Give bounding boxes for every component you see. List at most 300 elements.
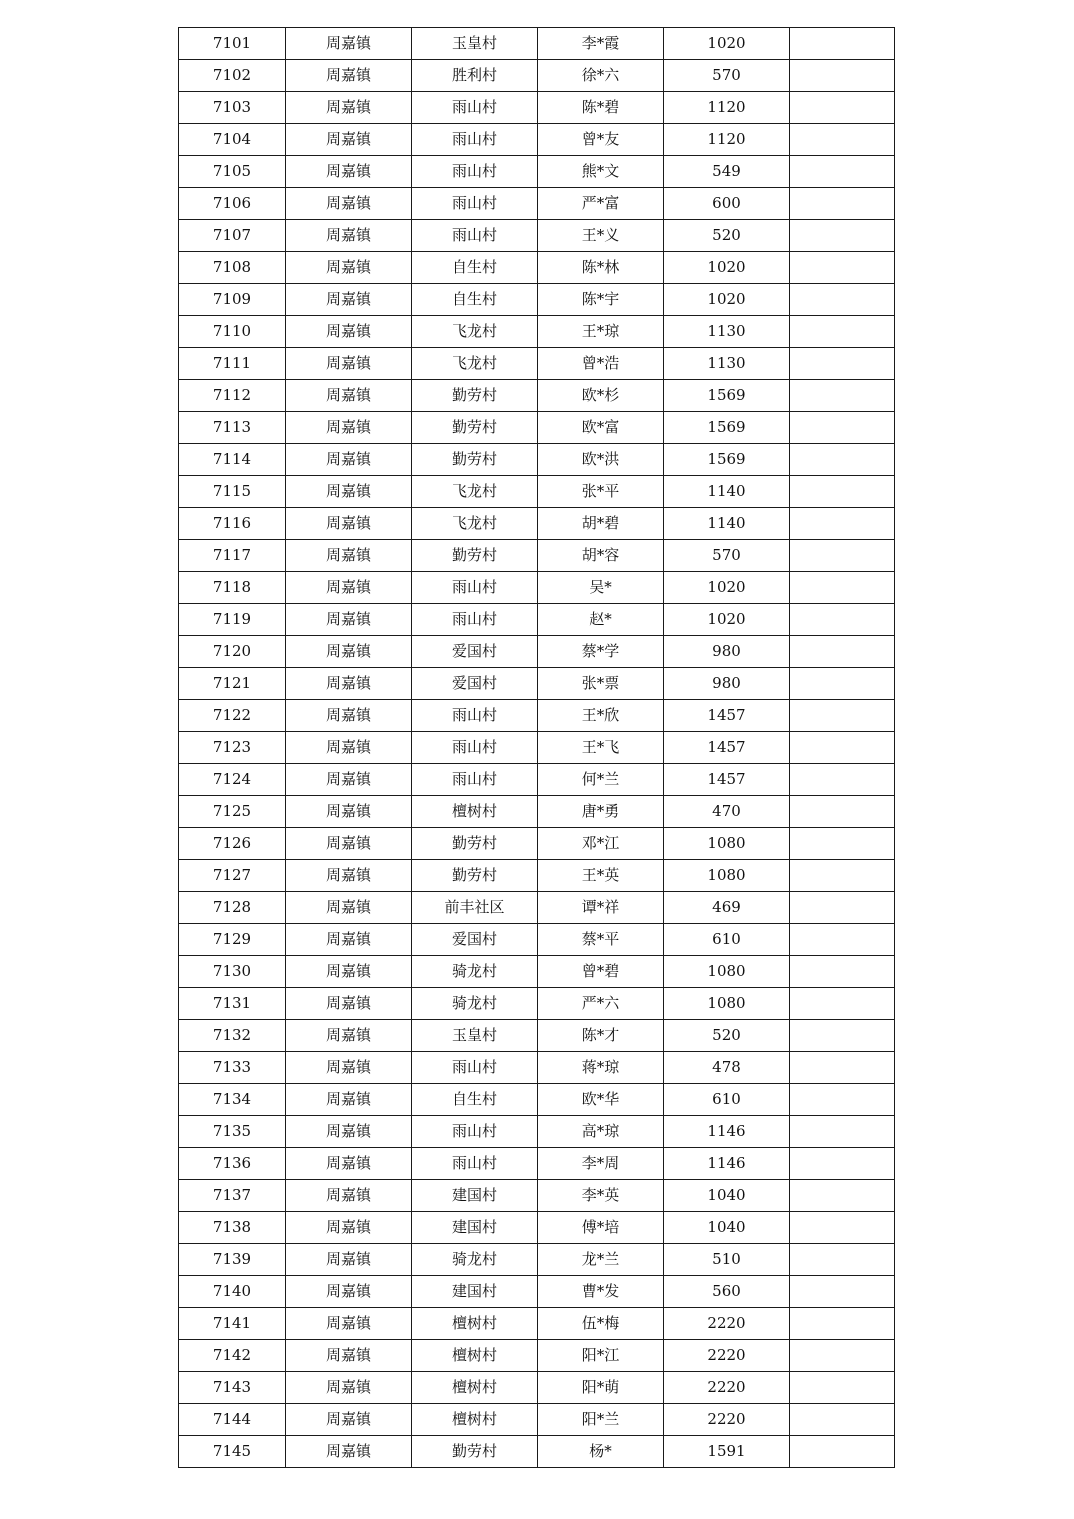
table-row — [179, 92, 895, 124]
name-cell: 蔡*学 — [538, 636, 664, 668]
table-row — [179, 124, 895, 156]
note-cell — [790, 1212, 895, 1244]
row-number-cell: 7112 — [179, 380, 286, 412]
village-cell: 檀树村 — [412, 796, 538, 828]
note-cell — [790, 60, 895, 92]
note-cell — [790, 348, 895, 380]
town-cell: 周嘉镇 — [286, 1148, 412, 1180]
table-row — [179, 828, 895, 860]
row-number-cell: 7103 — [179, 92, 286, 124]
town-cell: 周嘉镇 — [286, 700, 412, 732]
row-number-cell: 7111 — [179, 348, 286, 380]
note-cell — [790, 412, 895, 444]
village-cell: 骑龙村 — [412, 988, 538, 1020]
village-cell: 雨山村 — [412, 188, 538, 220]
town-cell: 周嘉镇 — [286, 668, 412, 700]
table-row — [179, 1212, 895, 1244]
village-cell: 雨山村 — [412, 1148, 538, 1180]
roster-table — [178, 27, 895, 1468]
note-cell — [790, 252, 895, 284]
amount-cell: 520 — [664, 1020, 790, 1052]
town-cell: 周嘉镇 — [286, 188, 412, 220]
name-cell: 曾*碧 — [538, 956, 664, 988]
town-cell: 周嘉镇 — [286, 636, 412, 668]
name-cell: 陈*才 — [538, 1020, 664, 1052]
village-cell: 玉皇村 — [412, 1020, 538, 1052]
table-row — [179, 796, 895, 828]
row-number-cell: 7127 — [179, 860, 286, 892]
amount-cell: 610 — [664, 1084, 790, 1116]
note-cell — [790, 764, 895, 796]
table-row — [179, 924, 895, 956]
name-cell: 王*欣 — [538, 700, 664, 732]
town-cell: 周嘉镇 — [286, 988, 412, 1020]
town-cell: 周嘉镇 — [286, 284, 412, 316]
row-number-cell: 7130 — [179, 956, 286, 988]
note-cell — [790, 284, 895, 316]
amount-cell: 1120 — [664, 92, 790, 124]
town-cell: 周嘉镇 — [286, 1212, 412, 1244]
row-number-cell: 7144 — [179, 1404, 286, 1436]
village-cell: 勤劳村 — [412, 828, 538, 860]
village-cell: 雨山村 — [412, 92, 538, 124]
row-number-cell: 7141 — [179, 1308, 286, 1340]
row-number-cell: 7107 — [179, 220, 286, 252]
table-row — [179, 668, 895, 700]
note-cell — [790, 700, 895, 732]
village-cell: 雨山村 — [412, 700, 538, 732]
village-cell: 檀树村 — [412, 1404, 538, 1436]
row-number-cell: 7121 — [179, 668, 286, 700]
town-cell: 周嘉镇 — [286, 540, 412, 572]
name-cell: 王*飞 — [538, 732, 664, 764]
town-cell: 周嘉镇 — [286, 60, 412, 92]
table-row — [179, 1340, 895, 1372]
name-cell: 胡*容 — [538, 540, 664, 572]
table-row — [179, 156, 895, 188]
village-cell: 爱国村 — [412, 668, 538, 700]
name-cell: 邓*江 — [538, 828, 664, 860]
amount-cell: 1140 — [664, 476, 790, 508]
table-row — [179, 1052, 895, 1084]
amount-cell: 1020 — [664, 604, 790, 636]
note-cell — [790, 156, 895, 188]
table-row — [179, 220, 895, 252]
note-cell — [790, 476, 895, 508]
town-cell: 周嘉镇 — [286, 956, 412, 988]
note-cell — [790, 380, 895, 412]
amount-cell: 600 — [664, 188, 790, 220]
name-cell: 曾*浩 — [538, 348, 664, 380]
table-row — [179, 988, 895, 1020]
village-cell: 雨山村 — [412, 732, 538, 764]
row-number-cell: 7101 — [179, 28, 286, 60]
town-cell: 周嘉镇 — [286, 156, 412, 188]
amount-cell: 1020 — [664, 252, 790, 284]
table-row — [179, 252, 895, 284]
note-cell — [790, 1436, 895, 1468]
row-number-cell: 7120 — [179, 636, 286, 668]
note-cell — [790, 668, 895, 700]
row-number-cell: 7104 — [179, 124, 286, 156]
amount-cell: 560 — [664, 1276, 790, 1308]
name-cell: 阳*萌 — [538, 1372, 664, 1404]
table-row — [179, 1084, 895, 1116]
amount-cell: 520 — [664, 220, 790, 252]
name-cell: 赵* — [538, 604, 664, 636]
town-cell: 周嘉镇 — [286, 252, 412, 284]
table-row — [179, 1116, 895, 1148]
row-number-cell: 7118 — [179, 572, 286, 604]
village-cell: 玉皇村 — [412, 28, 538, 60]
note-cell — [790, 1052, 895, 1084]
town-cell: 周嘉镇 — [286, 412, 412, 444]
village-cell: 勤劳村 — [412, 540, 538, 572]
town-cell: 周嘉镇 — [286, 380, 412, 412]
amount-cell: 1120 — [664, 124, 790, 156]
village-cell: 勤劳村 — [412, 860, 538, 892]
village-cell: 雨山村 — [412, 604, 538, 636]
village-cell: 雨山村 — [412, 1116, 538, 1148]
table-row — [179, 284, 895, 316]
name-cell: 蔡*平 — [538, 924, 664, 956]
name-cell: 欧*华 — [538, 1084, 664, 1116]
name-cell: 李*霞 — [538, 28, 664, 60]
table-row — [179, 380, 895, 412]
row-number-cell: 7140 — [179, 1276, 286, 1308]
note-cell — [790, 1084, 895, 1116]
amount-cell: 1130 — [664, 316, 790, 348]
town-cell: 周嘉镇 — [286, 1404, 412, 1436]
note-cell — [790, 1372, 895, 1404]
amount-cell: 1040 — [664, 1212, 790, 1244]
table-row — [179, 1148, 895, 1180]
village-cell: 骑龙村 — [412, 1244, 538, 1276]
note-cell — [790, 316, 895, 348]
table-row — [179, 604, 895, 636]
table-row — [179, 1372, 895, 1404]
name-cell: 阳*兰 — [538, 1404, 664, 1436]
amount-cell: 1569 — [664, 412, 790, 444]
village-cell: 飞龙村 — [412, 316, 538, 348]
table-row — [179, 1180, 895, 1212]
name-cell: 吴* — [538, 572, 664, 604]
name-cell: 高*琼 — [538, 1116, 664, 1148]
village-cell: 檀树村 — [412, 1372, 538, 1404]
amount-cell: 1080 — [664, 860, 790, 892]
village-cell: 勤劳村 — [412, 412, 538, 444]
name-cell: 曹*发 — [538, 1276, 664, 1308]
row-number-cell: 7119 — [179, 604, 286, 636]
row-number-cell: 7128 — [179, 892, 286, 924]
village-cell: 雨山村 — [412, 1052, 538, 1084]
town-cell: 周嘉镇 — [286, 1436, 412, 1468]
amount-cell: 1457 — [664, 732, 790, 764]
note-cell — [790, 988, 895, 1020]
note-cell — [790, 28, 895, 60]
table-row — [179, 508, 895, 540]
note-cell — [790, 892, 895, 924]
name-cell: 胡*碧 — [538, 508, 664, 540]
name-cell: 熊*文 — [538, 156, 664, 188]
table-row — [179, 1244, 895, 1276]
village-cell: 檀树村 — [412, 1308, 538, 1340]
amount-cell: 1080 — [664, 956, 790, 988]
row-number-cell: 7126 — [179, 828, 286, 860]
amount-cell: 1146 — [664, 1116, 790, 1148]
row-number-cell: 7129 — [179, 924, 286, 956]
row-number-cell: 7114 — [179, 444, 286, 476]
amount-cell: 570 — [664, 60, 790, 92]
row-number-cell: 7102 — [179, 60, 286, 92]
name-cell: 欧*富 — [538, 412, 664, 444]
amount-cell: 1130 — [664, 348, 790, 380]
amount-cell: 2220 — [664, 1372, 790, 1404]
note-cell — [790, 1148, 895, 1180]
row-number-cell: 7122 — [179, 700, 286, 732]
village-cell: 建国村 — [412, 1276, 538, 1308]
note-cell — [790, 924, 895, 956]
note-cell — [790, 1340, 895, 1372]
amount-cell: 1020 — [664, 572, 790, 604]
village-cell: 飞龙村 — [412, 508, 538, 540]
name-cell: 龙*兰 — [538, 1244, 664, 1276]
name-cell: 王*英 — [538, 860, 664, 892]
name-cell: 陈*林 — [538, 252, 664, 284]
town-cell: 周嘉镇 — [286, 860, 412, 892]
table-row — [179, 28, 895, 60]
name-cell: 徐*六 — [538, 60, 664, 92]
table-row — [179, 1436, 895, 1468]
town-cell: 周嘉镇 — [286, 828, 412, 860]
amount-cell: 1569 — [664, 380, 790, 412]
name-cell: 何*兰 — [538, 764, 664, 796]
village-cell: 雨山村 — [412, 124, 538, 156]
name-cell: 欧*洪 — [538, 444, 664, 476]
village-cell: 勤劳村 — [412, 1436, 538, 1468]
row-number-cell: 7125 — [179, 796, 286, 828]
note-cell — [790, 1276, 895, 1308]
village-cell: 勤劳村 — [412, 444, 538, 476]
town-cell: 周嘉镇 — [286, 924, 412, 956]
amount-cell: 980 — [664, 636, 790, 668]
table-row — [179, 636, 895, 668]
row-number-cell: 7131 — [179, 988, 286, 1020]
amount-cell: 1591 — [664, 1436, 790, 1468]
town-cell: 周嘉镇 — [286, 764, 412, 796]
row-number-cell: 7142 — [179, 1340, 286, 1372]
name-cell: 严*六 — [538, 988, 664, 1020]
row-number-cell: 7137 — [179, 1180, 286, 1212]
town-cell: 周嘉镇 — [286, 892, 412, 924]
name-cell: 李*周 — [538, 1148, 664, 1180]
name-cell: 张*票 — [538, 668, 664, 700]
village-cell: 自生村 — [412, 252, 538, 284]
note-cell — [790, 604, 895, 636]
town-cell: 周嘉镇 — [286, 1340, 412, 1372]
row-number-cell: 7117 — [179, 540, 286, 572]
row-number-cell: 7109 — [179, 284, 286, 316]
note-cell — [790, 220, 895, 252]
row-number-cell: 7132 — [179, 1020, 286, 1052]
note-cell — [790, 508, 895, 540]
row-number-cell: 7136 — [179, 1148, 286, 1180]
row-number-cell: 7138 — [179, 1212, 286, 1244]
village-cell: 爱国村 — [412, 636, 538, 668]
amount-cell: 1146 — [664, 1148, 790, 1180]
row-number-cell: 7145 — [179, 1436, 286, 1468]
name-cell: 伍*梅 — [538, 1308, 664, 1340]
table-row — [179, 60, 895, 92]
town-cell: 周嘉镇 — [286, 1276, 412, 1308]
note-cell — [790, 1308, 895, 1340]
amount-cell: 1040 — [664, 1180, 790, 1212]
name-cell: 陈*碧 — [538, 92, 664, 124]
note-cell — [790, 1116, 895, 1148]
table-row — [179, 188, 895, 220]
note-cell — [790, 540, 895, 572]
row-number-cell: 7105 — [179, 156, 286, 188]
town-cell: 周嘉镇 — [286, 508, 412, 540]
row-number-cell: 7113 — [179, 412, 286, 444]
row-number-cell: 7135 — [179, 1116, 286, 1148]
note-cell — [790, 1180, 895, 1212]
town-cell: 周嘉镇 — [286, 1180, 412, 1212]
town-cell: 周嘉镇 — [286, 124, 412, 156]
row-number-cell: 7116 — [179, 508, 286, 540]
town-cell: 周嘉镇 — [286, 220, 412, 252]
table-row — [179, 956, 895, 988]
town-cell: 周嘉镇 — [286, 1052, 412, 1084]
amount-cell: 980 — [664, 668, 790, 700]
town-cell: 周嘉镇 — [286, 732, 412, 764]
table-row — [179, 412, 895, 444]
name-cell: 杨* — [538, 1436, 664, 1468]
town-cell: 周嘉镇 — [286, 348, 412, 380]
amount-cell: 1020 — [664, 284, 790, 316]
row-number-cell: 7108 — [179, 252, 286, 284]
row-number-cell: 7143 — [179, 1372, 286, 1404]
village-cell: 雨山村 — [412, 220, 538, 252]
name-cell: 欧*杉 — [538, 380, 664, 412]
name-cell: 谭*祥 — [538, 892, 664, 924]
village-cell: 建国村 — [412, 1212, 538, 1244]
row-number-cell: 7106 — [179, 188, 286, 220]
name-cell: 唐*勇 — [538, 796, 664, 828]
note-cell — [790, 732, 895, 764]
town-cell: 周嘉镇 — [286, 572, 412, 604]
table-row — [179, 1020, 895, 1052]
amount-cell: 549 — [664, 156, 790, 188]
table-row — [179, 476, 895, 508]
name-cell: 陈*宇 — [538, 284, 664, 316]
amount-cell: 1140 — [664, 508, 790, 540]
village-cell: 建国村 — [412, 1180, 538, 1212]
amount-cell: 1457 — [664, 764, 790, 796]
table-row — [179, 1404, 895, 1436]
amount-cell: 1080 — [664, 988, 790, 1020]
row-number-cell: 7139 — [179, 1244, 286, 1276]
amount-cell: 2220 — [664, 1340, 790, 1372]
amount-cell: 1080 — [664, 828, 790, 860]
town-cell: 周嘉镇 — [286, 316, 412, 348]
village-cell: 前丰社区 — [412, 892, 538, 924]
town-cell: 周嘉镇 — [286, 796, 412, 828]
village-cell: 自生村 — [412, 1084, 538, 1116]
town-cell: 周嘉镇 — [286, 604, 412, 636]
table-row — [179, 348, 895, 380]
name-cell: 王*义 — [538, 220, 664, 252]
note-cell — [790, 124, 895, 156]
amount-cell: 469 — [664, 892, 790, 924]
village-cell: 雨山村 — [412, 572, 538, 604]
note-cell — [790, 1404, 895, 1436]
note-cell — [790, 92, 895, 124]
row-number-cell: 7124 — [179, 764, 286, 796]
town-cell: 周嘉镇 — [286, 1084, 412, 1116]
table-row — [179, 1276, 895, 1308]
town-cell: 周嘉镇 — [286, 1244, 412, 1276]
town-cell: 周嘉镇 — [286, 28, 412, 60]
village-cell: 骑龙村 — [412, 956, 538, 988]
village-cell: 爱国村 — [412, 924, 538, 956]
amount-cell: 510 — [664, 1244, 790, 1276]
name-cell: 李*英 — [538, 1180, 664, 1212]
table-row — [179, 860, 895, 892]
note-cell — [790, 828, 895, 860]
amount-cell: 2220 — [664, 1308, 790, 1340]
table-row — [179, 764, 895, 796]
town-cell: 周嘉镇 — [286, 444, 412, 476]
amount-cell: 1569 — [664, 444, 790, 476]
village-cell: 飞龙村 — [412, 348, 538, 380]
name-cell: 曾*友 — [538, 124, 664, 156]
row-number-cell: 7110 — [179, 316, 286, 348]
table-row — [179, 540, 895, 572]
note-cell — [790, 444, 895, 476]
village-cell: 雨山村 — [412, 764, 538, 796]
table-row — [179, 444, 895, 476]
name-cell: 蒋*琼 — [538, 1052, 664, 1084]
row-number-cell: 7134 — [179, 1084, 286, 1116]
town-cell: 周嘉镇 — [286, 92, 412, 124]
village-cell: 檀树村 — [412, 1340, 538, 1372]
town-cell: 周嘉镇 — [286, 1308, 412, 1340]
name-cell: 傅*培 — [538, 1212, 664, 1244]
amount-cell: 610 — [664, 924, 790, 956]
name-cell: 严*富 — [538, 188, 664, 220]
note-cell — [790, 636, 895, 668]
table-row — [179, 700, 895, 732]
amount-cell: 1457 — [664, 700, 790, 732]
amount-cell: 570 — [664, 540, 790, 572]
table-row — [179, 1308, 895, 1340]
note-cell — [790, 860, 895, 892]
note-cell — [790, 188, 895, 220]
town-cell: 周嘉镇 — [286, 1020, 412, 1052]
amount-cell: 2220 — [664, 1404, 790, 1436]
amount-cell: 1020 — [664, 28, 790, 60]
table-row — [179, 892, 895, 924]
note-cell — [790, 956, 895, 988]
row-number-cell: 7123 — [179, 732, 286, 764]
table-row — [179, 316, 895, 348]
name-cell: 阳*江 — [538, 1340, 664, 1372]
town-cell: 周嘉镇 — [286, 1116, 412, 1148]
amount-cell: 478 — [664, 1052, 790, 1084]
table-row — [179, 572, 895, 604]
town-cell: 周嘉镇 — [286, 476, 412, 508]
